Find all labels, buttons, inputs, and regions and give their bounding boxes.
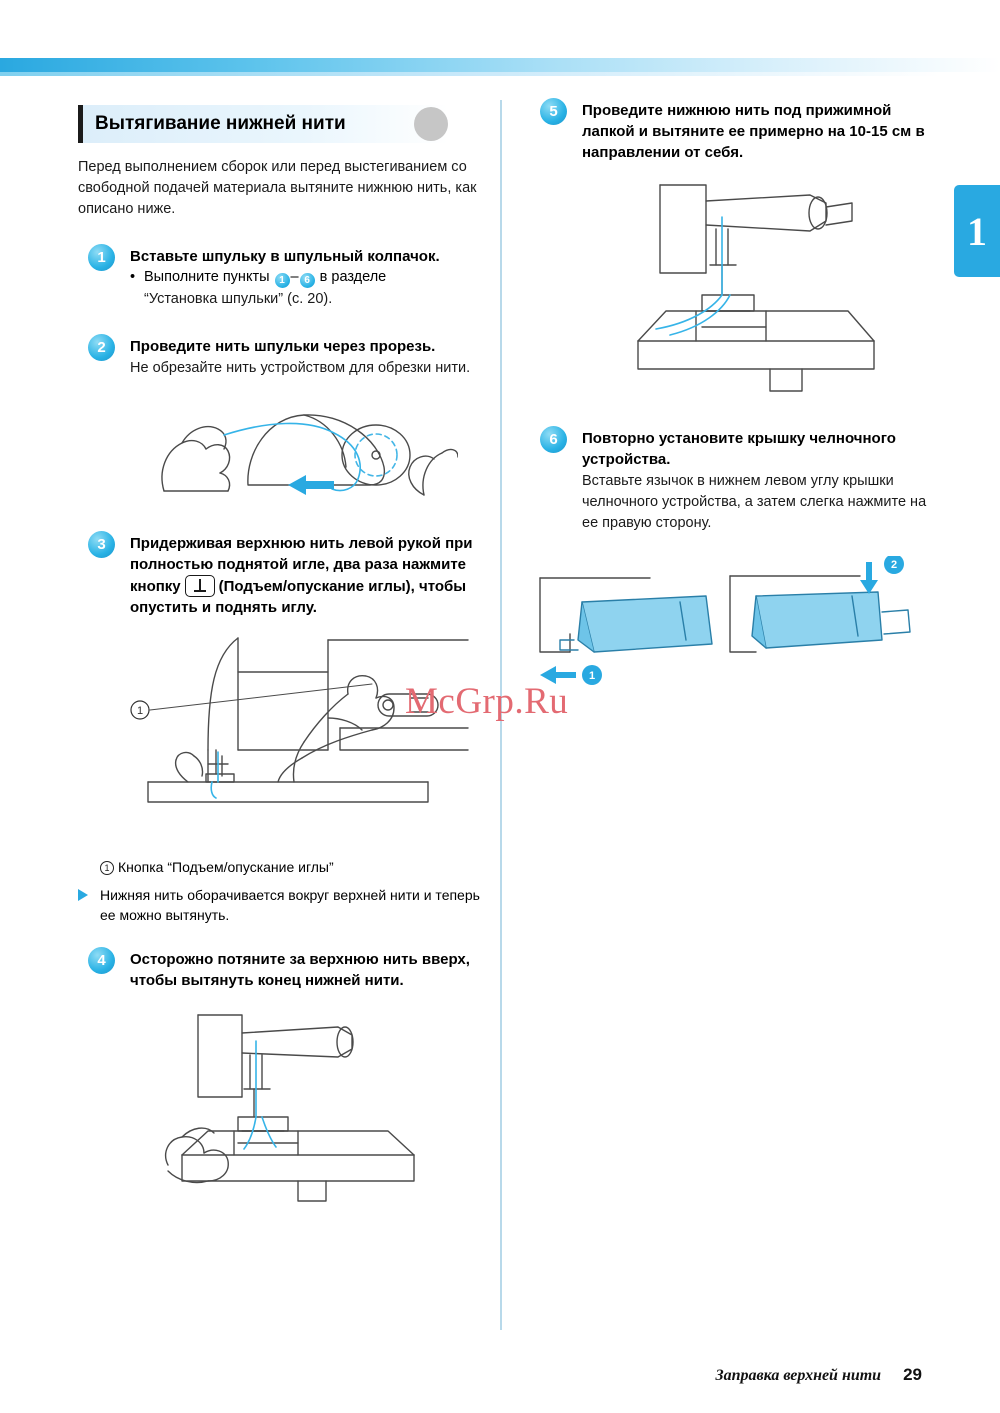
- step-5: [530, 100, 930, 163]
- step-4-number: 4: [88, 947, 115, 974]
- callout-1-icon: 1: [100, 861, 114, 875]
- footer-page-number: 29: [903, 1365, 922, 1384]
- page-footer: [715, 1365, 922, 1385]
- step-2: [78, 336, 488, 379]
- figure-3-caption-text: Кнопка “Подъем/опускание иглы”: [118, 859, 334, 875]
- header-gradient-bar-thin: [0, 72, 940, 76]
- direction-arrow-icon: [288, 475, 334, 495]
- svg-text:1: 1: [588, 670, 596, 682]
- watermark: McGrp.Ru: [405, 681, 569, 722]
- step-1-bullet: [130, 267, 488, 288]
- step-1-bullet-text-c: “Установка шпульки” (с. 20).: [144, 291, 333, 307]
- step-4: [78, 949, 488, 991]
- figure-pull-upper-thread: [138, 1005, 448, 1220]
- step-ref-icon-to: 6: [300, 273, 315, 288]
- section-intro: Перед выполнением сборок или перед выстегиванием со свободной подачей материала вытяните нижнюю нить, как описано ниже.: [78, 159, 477, 217]
- figure-3-caption: [78, 857, 488, 877]
- step-3-note: [78, 885, 488, 925]
- svg-text:1: 1: [136, 705, 144, 717]
- step-1-number: 1: [88, 244, 115, 271]
- step-3: [78, 533, 488, 618]
- right-column: [530, 100, 930, 696]
- figure-needle-button-press: [88, 632, 488, 847]
- footer-section-title: Заправка верхней нити: [715, 1367, 882, 1384]
- step-6-title: Повторно установите крышку челночного устройства.: [582, 430, 896, 468]
- step-3-number: 3: [88, 531, 115, 558]
- heading-dot-decoration: [414, 107, 448, 141]
- step-2-body: Не обрезайте нить устройством для обрезки нити.: [130, 360, 471, 376]
- needle-position-button-icon: [185, 575, 215, 597]
- step-4-title: Осторожно потяните за верхнюю нить вверх, чтобы вытянуть конец нижней нити.: [130, 951, 470, 989]
- figure-hook-cover-install: [530, 556, 920, 696]
- chapter-number-tab: 1: [954, 185, 1000, 277]
- step-ref-icon-from: 1: [275, 273, 290, 288]
- arrow-marker-2: [860, 556, 904, 594]
- note-triangle-icon: [78, 889, 88, 901]
- step-3-title-b: (Подъем/опускание иглы), чтобы опустить и поднять иглу.: [130, 578, 467, 616]
- figure-thread-under-presser-foot: [530, 177, 910, 392]
- step-6: [530, 428, 930, 534]
- step-2-number: 2: [88, 334, 115, 361]
- figure-bobbin-thread-slot: [128, 393, 458, 503]
- step-3-title: [130, 533, 488, 618]
- step-5-title: Проведите нижнюю нить под прижимной лапкой и вытяните ее примерно на 10-15 см в направлении от себя.: [582, 102, 925, 161]
- step-5-number: 5: [540, 98, 567, 125]
- section-heading-text: Вытягивание нижней нити: [95, 113, 346, 134]
- step-1-bullet-text-b: в разделе: [319, 269, 387, 285]
- step-3-title-a: Придерживая верхнюю нить левой рукой при полностью поднятой игле, два раза нажмите кнопку: [130, 535, 473, 595]
- step-1-title: Вставьте шпульку в шпульный колпачок.: [130, 248, 440, 265]
- header-gradient-bar: [0, 58, 1000, 72]
- step-6-body: Вставьте язычок в нижнем левом углу крышки челночного устройства, а затем слегка нажмите на ее правую сторону.: [582, 473, 927, 531]
- step-1-dash: –: [290, 269, 299, 285]
- step-1-bullet-text-a: Выполните пункты: [144, 269, 270, 285]
- section-heading: [78, 105, 448, 143]
- svg-text:2: 2: [890, 559, 898, 571]
- step-6-number: 6: [540, 426, 567, 453]
- left-column: [78, 105, 488, 1220]
- step-3-note-text: Нижняя нить оборачивается вокруг верхней нити и теперь ее можно вытянуть.: [100, 887, 480, 923]
- step-2-title: Проведите нить шпульки через прорезь.: [130, 338, 436, 355]
- step-1: [78, 246, 488, 310]
